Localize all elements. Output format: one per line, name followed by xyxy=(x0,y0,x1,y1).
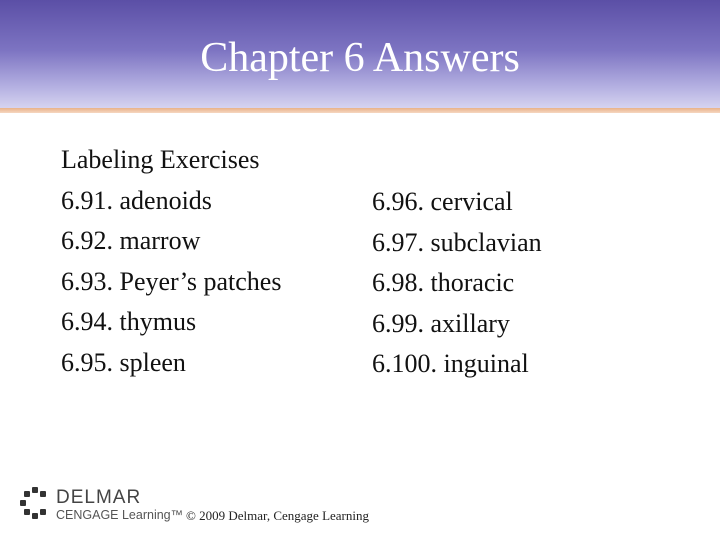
answer-item: 6.93. Peyer’s patches xyxy=(61,266,282,296)
answer-item: 6.97. subclavian xyxy=(372,227,542,257)
answer-item: 6.99. axillary xyxy=(372,308,510,338)
answer-item: 6.96. cervical xyxy=(372,187,513,216)
answer-item: 6.100. inguinal xyxy=(372,349,529,378)
right-answer-column xyxy=(372,182,542,385)
answer-item: 6.94. thymus xyxy=(61,307,197,336)
answer-item: 6.95. spleen xyxy=(61,347,186,377)
delmar-dots-logo-icon xyxy=(18,486,52,522)
answer-item: 6.92. marrow xyxy=(61,226,201,255)
answer-item: 6.98. thoracic xyxy=(372,268,515,297)
copyright-notice: © 2009 Delmar, Cengage Learning xyxy=(186,508,369,523)
section-heading: Labeling Exercises xyxy=(61,145,260,174)
answer-item: 6.91. adenoids xyxy=(61,185,212,215)
header-accent-line xyxy=(0,108,720,113)
slide-title: Chapter 6 Answers xyxy=(200,35,520,81)
delmar-logo xyxy=(18,484,188,524)
logo-subtitle: CENGAGE Learning™ xyxy=(56,508,184,522)
left-answer-column xyxy=(61,140,281,383)
logo-name: DELMAR xyxy=(56,487,142,508)
